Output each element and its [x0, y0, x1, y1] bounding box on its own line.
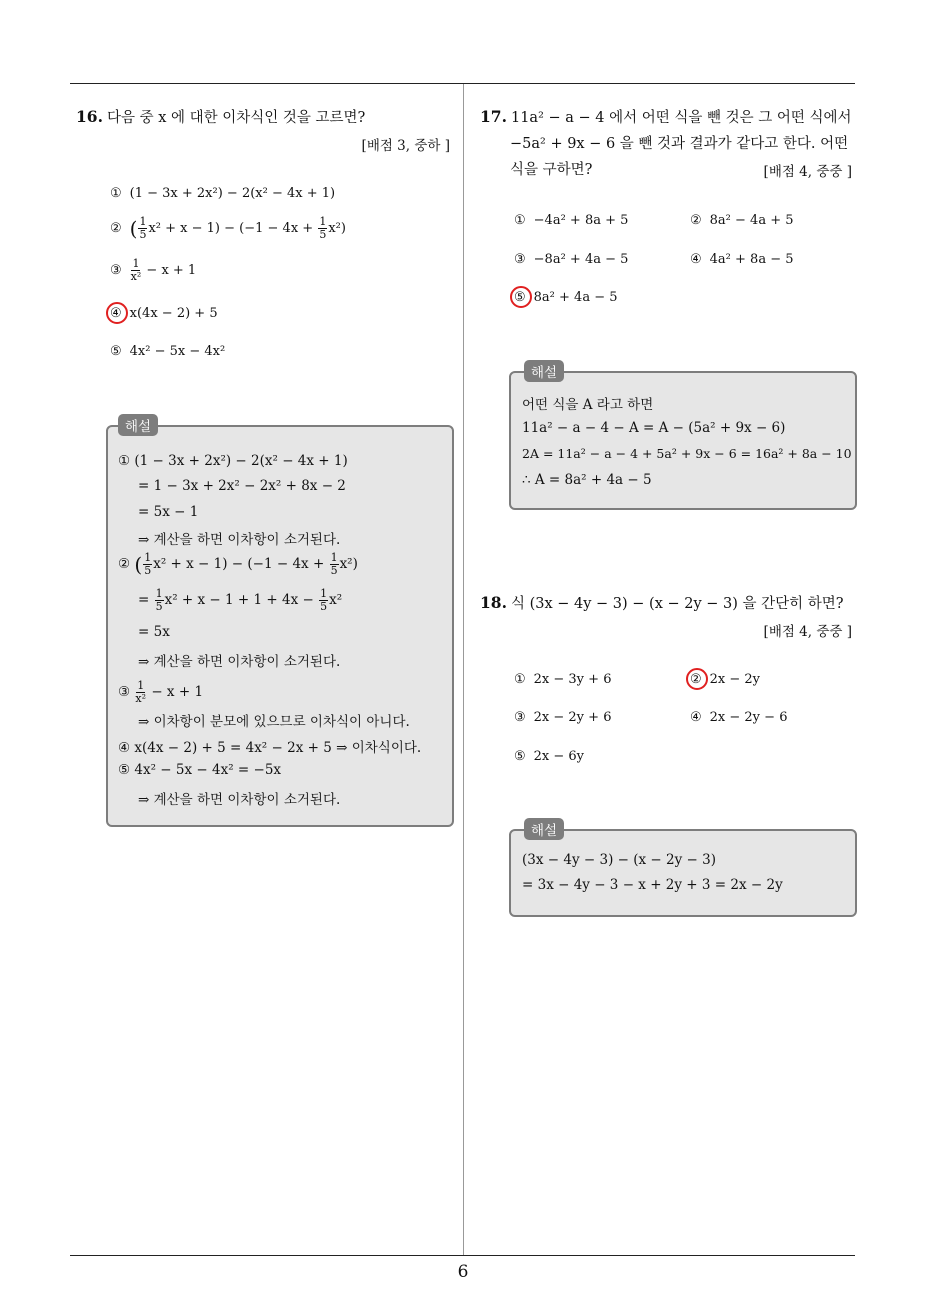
- q18-choice-5[interactable]: ⑤ 2x − 6y: [514, 749, 585, 764]
- q16-sol-line-12: ⑤ 4x² − 5x − 4x² = −5x: [118, 762, 282, 778]
- q16-solution-tag: 해설: [118, 414, 158, 436]
- q18-choice-4[interactable]: ④ 2x − 2y − 6: [690, 710, 788, 725]
- q17-choice-5[interactable]: ⑤ 8a² + 4a − 5: [514, 290, 618, 305]
- q16-sol-line-13: ⇒ 계산을 하면 이차항이 소거된다.: [138, 792, 341, 808]
- q16-choice-3[interactable]: ③ $\frac{1}{\text{x²}}$ − x + 1: [110, 257, 197, 283]
- q17-sol-line-1: 어떤 식을 A 라고 하면: [522, 397, 654, 413]
- q16-sol-line-9: ③ $\frac{1}{\text{x²}}$ − x + 1: [118, 679, 204, 705]
- q17-score: [배점 4, 중중 ]: [763, 164, 852, 180]
- q18-text: 식 (3x − 4y − 3) − (x − 2y − 3) 을 간단히 하면?: [510, 596, 844, 612]
- q16-sol-line-8: ⇒ 계산을 하면 이차항이 소거된다.: [138, 654, 341, 670]
- q16-sol-line-11: ④ x(4x − 2) + 5 = 4x² − 2x + 5 ⇒ 이차식이다.: [118, 740, 422, 756]
- q16-answer-mark: [106, 302, 128, 324]
- q17-choice-1[interactable]: ① −4a² + 8a + 5: [514, 213, 629, 228]
- q18-sol-line-2: = 3x − 4y − 3 − x + 2y + 3 = 2x − 2y: [522, 877, 783, 893]
- q16-score: [배점 3, 중하 ]: [361, 138, 450, 154]
- q17-sol-line-2: 11a² − a − 4 − A = A − (5a² + 9x − 6): [522, 420, 786, 436]
- q16-sol-line-10: ⇒ 이차항이 분모에 있으므로 이차식이 아니다.: [138, 714, 410, 730]
- q16-sol-line-5: ② ( $\frac{1}{5}$ x² + x − 1) − (−1 − 4x + $\frac{1}{5}$ x²): [118, 551, 358, 577]
- q18-score: [배점 4, 중중 ]: [763, 624, 852, 640]
- q16-choice-2[interactable]: ② ( $\frac{1}{5}$ x² + x − 1) − (−1 − 4x + $\frac{1}{5}$ x²): [110, 215, 346, 241]
- q17-choice-3[interactable]: ③ −8a² + 4a − 5: [514, 252, 629, 267]
- q18-answer-mark: [686, 668, 708, 690]
- q18-sol-line-1: (3x − 4y − 3) − (x − 2y − 3): [522, 852, 716, 868]
- q18-choice-2[interactable]: ② 2x − 2y: [690, 672, 761, 687]
- q16-choice-1[interactable]: ① (1 − 3x + 2x²) − 2(x² − 4x + 1): [110, 186, 336, 201]
- q17-question: 17. 11a² − a − 4 에서 어떤 식을 뺀 것은 그 어떤 식에서 −5a² + 9x − 6 을 뺀 것과 결과가 같다고 한다. 어떤 식을 구하면?: [480, 107, 852, 178]
- q17-sol-line-4: ∴ A = 8a² + 4a − 5: [522, 472, 652, 488]
- q17-answer-mark: [510, 286, 532, 308]
- q18-number: 18.: [480, 593, 507, 612]
- q16-choice-4[interactable]: ④ x(4x − 2) + 5: [110, 306, 218, 321]
- q17-choice-2[interactable]: ② 8a² − 4a + 5: [690, 213, 794, 228]
- q18-solution-tag: 해설: [524, 818, 564, 840]
- q17-sol-line-3: 2A = 11a² − a − 4 + 5a² + 9x − 6 = 16a² + 8a − 10: [522, 446, 852, 461]
- q16-sol-line-3: = 5x − 1: [138, 504, 199, 520]
- q17-number: 17.: [480, 107, 507, 126]
- q18-choice-3[interactable]: ③ 2x − 2y + 6: [514, 710, 612, 725]
- q17-choice-4[interactable]: ④ 4a² + 8a − 5: [690, 252, 794, 267]
- q16-question: [76, 104, 456, 131]
- q18-question: [480, 590, 860, 617]
- q16-text: 다음 중 x 에 대한 이차식인 것을 고르면?: [106, 110, 366, 126]
- q16-sol-line-6: = $\frac{1}{5}$ x² + x − 1 + 1 + 4x − $\frac{1}{5}$ x²: [138, 587, 343, 613]
- q16-choice-5[interactable]: ⑤ 4x² − 5x − 4x²: [110, 344, 226, 359]
- q18-solution-box: [509, 829, 857, 917]
- q16-number: 16.: [76, 107, 103, 126]
- q16-sol-line-2: = 1 − 3x + 2x² − 2x² + 8x − 2: [138, 478, 346, 494]
- q17-solution-box: [509, 371, 857, 510]
- bottom-rule: [70, 1255, 855, 1256]
- column-divider: [463, 84, 464, 1256]
- q16-sol-line-1: ① (1 − 3x + 2x²) − 2(x² − 4x + 1): [118, 453, 348, 469]
- q16-sol-line-7: = 5x: [138, 624, 170, 640]
- page-number: 6: [457, 1262, 469, 1282]
- q17-solution-tag: 해설: [524, 360, 564, 382]
- q18-choice-1[interactable]: ① 2x − 3y + 6: [514, 672, 612, 687]
- q16-sol-line-4: ⇒ 계산을 하면 이차항이 소거된다.: [138, 532, 341, 548]
